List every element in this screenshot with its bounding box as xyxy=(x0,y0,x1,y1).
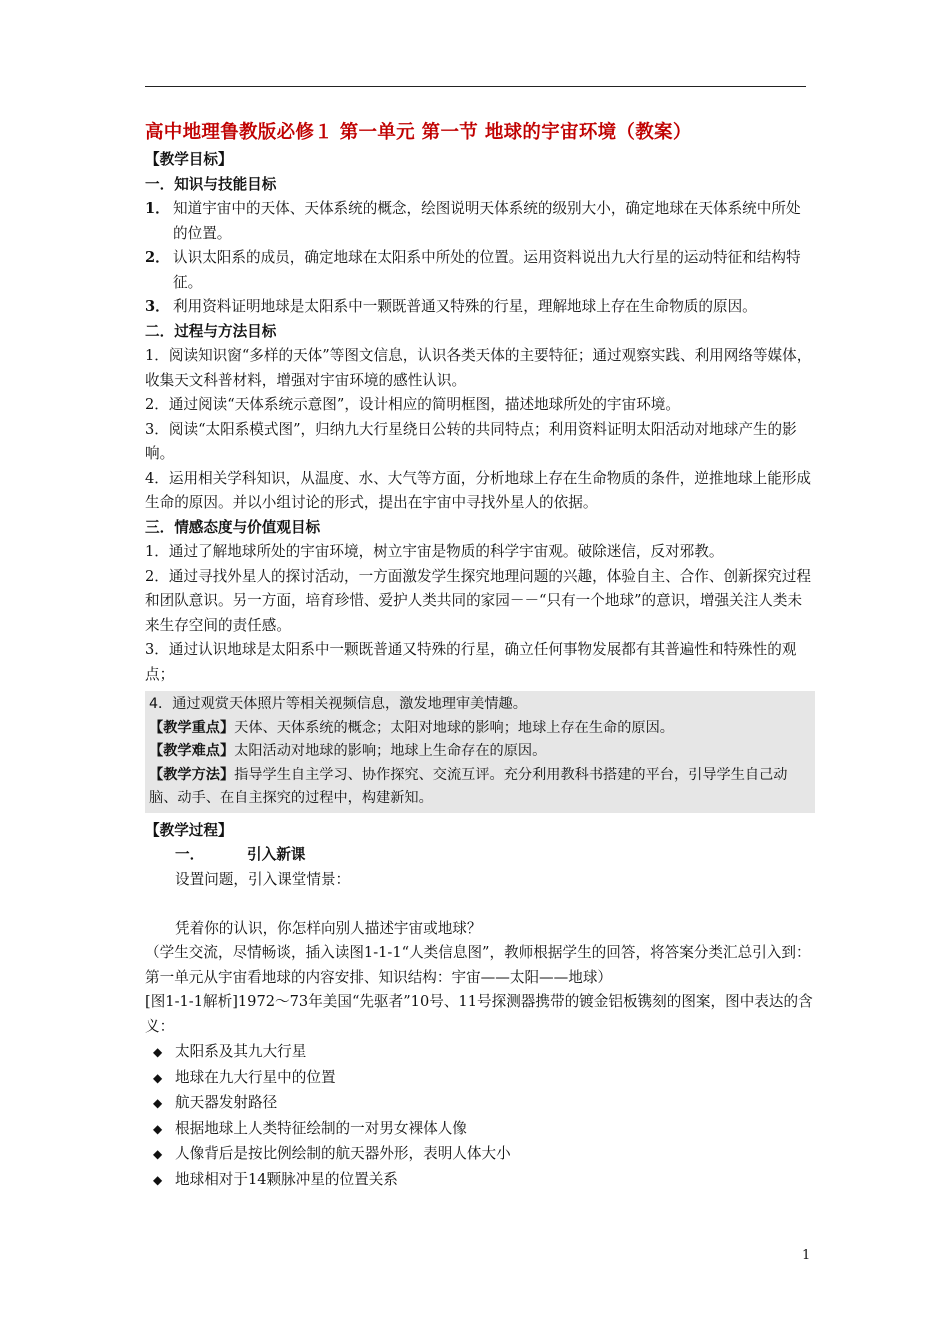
difficulties-text: 太阳活动对地球的影响；地球上生命存在的原因。 xyxy=(234,743,547,759)
attitude-item: 1．通过了解地球所处的宇宙环境，树立宇宙是物质的科学宇宙观。破除迷信，反对邪教。 xyxy=(145,543,724,560)
page-number: 1 xyxy=(802,1248,811,1263)
knowledge-heading: 一．知识与技能目标 xyxy=(145,175,277,193)
teaching-method xyxy=(149,764,811,811)
diamond-bullet-icon: ◆ xyxy=(153,1147,163,1161)
step-number: 一． xyxy=(175,846,205,863)
item-text: 知道宇宙中的天体、天体系统的概念，绘图说明天体系统的级别大小，确定地球在天体系统中所处的位置。 xyxy=(173,200,801,242)
diamond-bullet-icon: ◆ xyxy=(153,1172,163,1187)
knowledge-item xyxy=(145,246,815,295)
attitude-item-4: 4．通过观赏天体照片等相关视频信息，激发地理审美情趣。 xyxy=(149,696,527,712)
difficulties-label: 【教学难点】 xyxy=(149,743,235,759)
process-heading: 二．过程与方法目标 xyxy=(145,322,277,340)
highlighted-block xyxy=(145,691,815,813)
item-number: 3． xyxy=(145,298,170,315)
list-item xyxy=(153,1168,815,1193)
attitude-heading: 三．情感态度与价值观目标 xyxy=(145,518,321,536)
item-number: 2． xyxy=(145,249,170,266)
list-item-text: 地球在九大行星中的位置 xyxy=(175,1068,336,1086)
list-item xyxy=(153,1142,815,1167)
header-rule xyxy=(145,86,806,87)
list-item-text: 太阳系及其九大行星 xyxy=(175,1043,307,1060)
step-heading xyxy=(145,843,815,868)
question-text: 凭着你的认识，你怎样向别人描述宇宙或地球？ xyxy=(175,919,482,937)
list-item-text: 人像背后是按比例绘制的航天器外形，表明人体大小 xyxy=(175,1145,511,1162)
discussion-paragraph: （学生交流，尽情畅谈，插入读图1-1-1“人类信息图”，教师根据学生的回答，将答案分类汇总引入到：第一单元从宇宙看地球的内容安排、知识结构：宇宙——太阳——地球） xyxy=(145,944,811,986)
list-item xyxy=(153,1117,815,1142)
bullet-list xyxy=(145,1040,815,1192)
attitude-item: 3．通过认识地球是太阳系中一颗既普通又特殊的行星，确立任何事物发展都有其普遍性和特殊性的观点； xyxy=(145,641,797,683)
section-goals-heading: 【教学目标】 xyxy=(145,151,233,168)
list-item-text: 根据地球上人类特征绘制的一对男女裸体人像 xyxy=(175,1119,467,1137)
item-text: 认识太阳系的成员，确定地球在太阳系中所处的位置。运用资料说出九大行星的运动特征和结构特征。 xyxy=(173,249,801,291)
teaching-method-text: 指导学生自主学习、协作探究、交流互评。充分利用教科书搭建的平台，引导学生自己动脑、动手、在自主探究的过程中，构建新知。 xyxy=(149,766,788,806)
key-points-label: 【教学重点】 xyxy=(149,719,235,736)
process-item: 2．通过阅读“天体系统示意图”，设计相应的简明框图，描述地球所处的宇宙环境。 xyxy=(145,396,680,413)
setup-text: 设置问题，引入课堂情景： xyxy=(175,870,351,888)
item-number: 1． xyxy=(145,200,170,217)
key-points-text: 天体、天体系统的概念；太阳对地球的影响；地球上存在生命的原因。 xyxy=(234,719,674,736)
list-item xyxy=(153,1066,815,1091)
diamond-bullet-icon: ◆ xyxy=(153,1096,163,1110)
process-item: 1．阅读知识窗“多样的天体”等图文信息，认识各类天体的主要特征；通过观察实践、利用网络等媒体，收集天文科普材料，增强对宇宙环境的感性认识。 xyxy=(145,347,812,389)
section-process-heading: 【教学过程】 xyxy=(145,821,233,839)
diamond-bullet-icon: ◆ xyxy=(153,1070,163,1085)
list-item xyxy=(153,1040,815,1065)
step-title: 引入新课 xyxy=(247,846,306,863)
list-item xyxy=(153,1091,815,1116)
knowledge-item xyxy=(145,197,815,246)
diamond-bullet-icon: ◆ xyxy=(153,1121,163,1136)
attitude-item: 2．通过寻找外星人的探讨活动，一方面激发学生探究地理问题的兴趣，体验自主、合作、创新探究过程和团队意识。另一方面，培育珍惜、爱护人类共同的家园－－“只有一个地球”的意识，增强关注人类未来生存空间的责任感。 xyxy=(145,567,812,634)
list-item-text: 地球相对于14颗脉冲星的位置关系 xyxy=(175,1170,398,1188)
key-points xyxy=(149,717,811,741)
process-item: 4．运用相关学科知识，从温度、水、大气等方面，分析地球上存在生命物质的条件，逆推地球上能形成生命的原因。并以小组讨论的形式，提出在宇宙中寻找外星人的依据。 xyxy=(145,469,812,511)
item-text: 利用资料证明地球是太阳系中一颗既普通又特殊的行星，理解地球上存在生命物质的原因。 xyxy=(173,298,757,315)
figure-analysis-paragraph: [图1-1-1解析]1972～73年美国“先驱者”10号、11号探测器携带的镀金铝板镌刻的图案，图中表达的含义： xyxy=(145,993,813,1035)
teaching-method-label: 【教学方法】 xyxy=(149,766,235,783)
difficulties xyxy=(149,740,811,764)
spacer xyxy=(145,892,815,917)
knowledge-list xyxy=(145,197,815,320)
knowledge-item xyxy=(145,295,815,320)
diamond-bullet-icon: ◆ xyxy=(153,1045,163,1059)
document-title: 高中地理鲁教版必修１ 第一单元 第一节 地球的宇宙环境（教案） xyxy=(145,122,692,143)
list-item-text: 航天器发射路径 xyxy=(175,1094,278,1111)
document-page xyxy=(145,120,815,1193)
process-item: 3．阅读“太阳系模式图”，归纳九大行星绕日公转的共同特点；利用资料证明太阳活动对地球产生的影响。 xyxy=(145,420,797,462)
